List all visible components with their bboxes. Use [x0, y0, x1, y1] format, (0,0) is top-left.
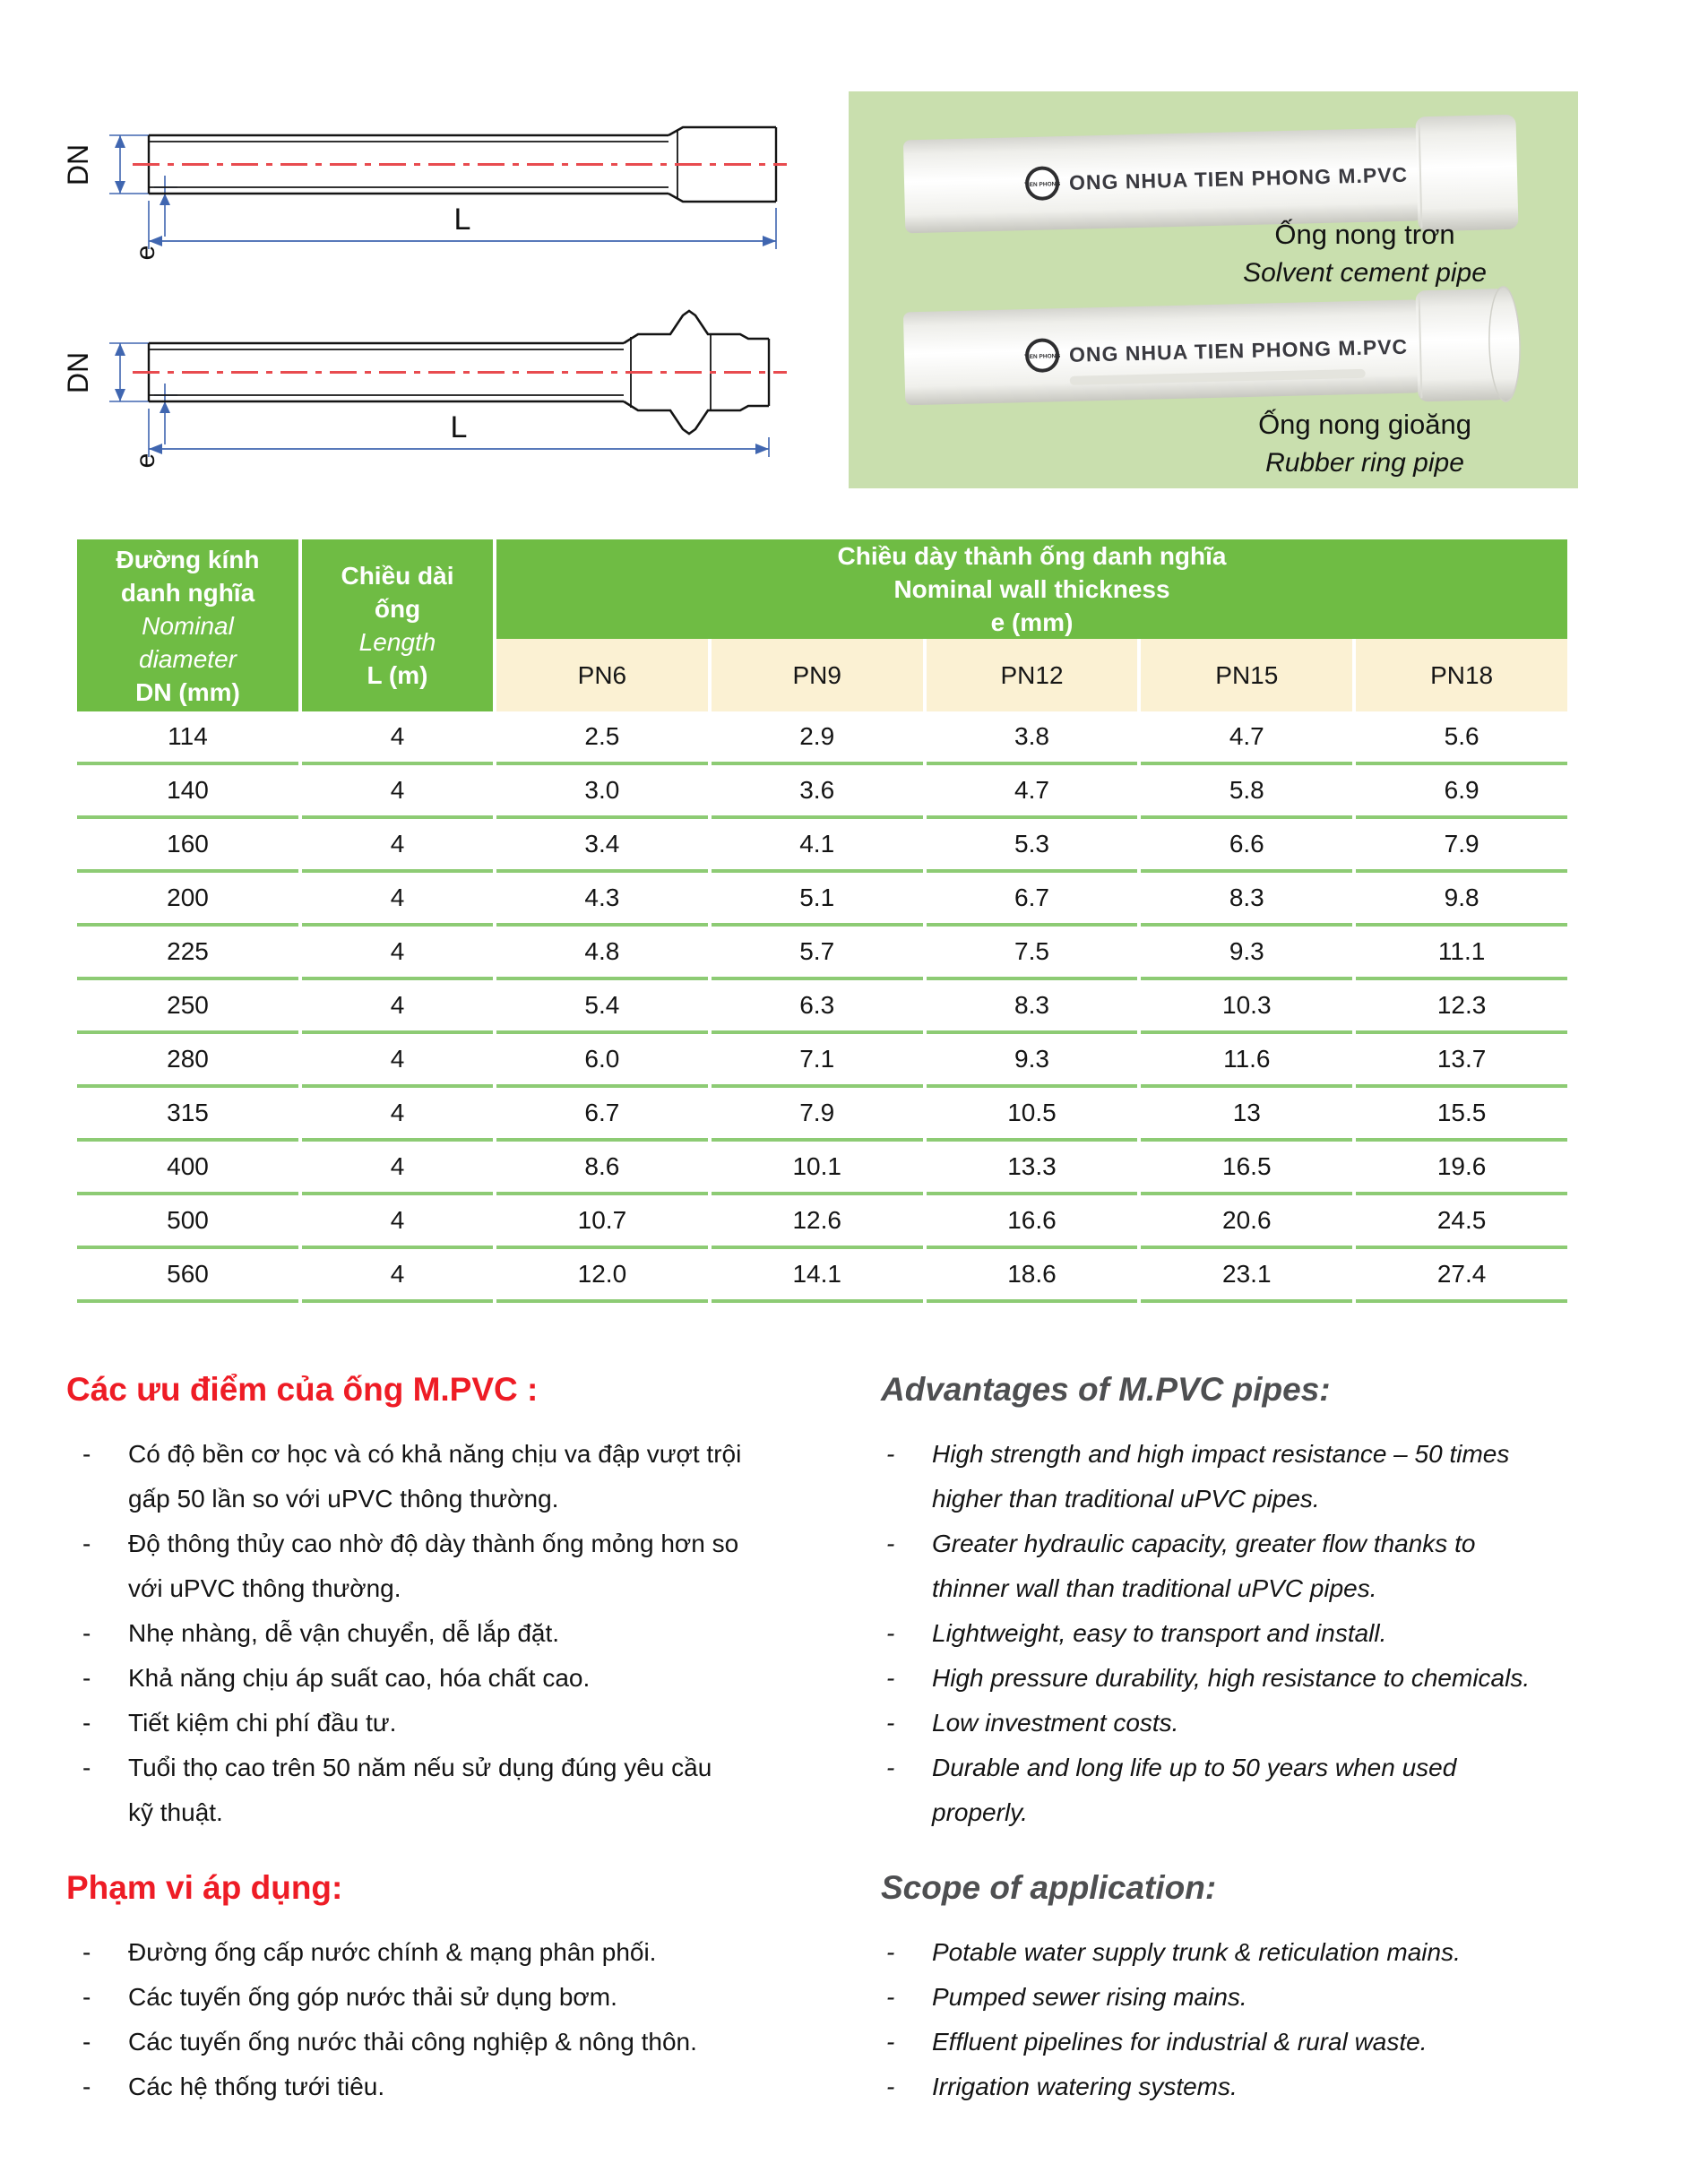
table-cell: 4 — [302, 819, 493, 873]
e-dimension-label: e — [131, 453, 160, 469]
table-cell: 24.5 — [1356, 1195, 1567, 1249]
table-cell: 13.3 — [927, 1142, 1138, 1195]
caption-rubber-vi: Ống nong gioăng — [1258, 409, 1471, 440]
table-cell: 13.7 — [1356, 1034, 1567, 1088]
table-cell: 14.1 — [712, 1249, 923, 1303]
table-cell: 5.1 — [712, 873, 923, 927]
table-cell: 3.6 — [712, 765, 923, 819]
header-diameter-unit: DN (mm) — [135, 677, 240, 706]
svg-text:TIEN PHONG: TIEN PHONG — [1023, 353, 1061, 361]
table-cell: 12.0 — [496, 1249, 708, 1303]
caption-rubber — [1198, 405, 1531, 482]
list-item: - Tiết kiệm chi phí đầu tư. — [82, 1709, 397, 1737]
table-cell: 9.3 — [1141, 927, 1352, 980]
list-item: - Các tuyến ống nước thải công nghiệp & nông thôn. — [82, 2028, 697, 2056]
table-cell: 500 — [77, 1195, 298, 1249]
list-item: - Durable and long life up to 50 years when used properly. — [886, 1754, 1457, 1826]
advantages-title-vi: Các ưu điểm của ống M.PVC : — [66, 1371, 539, 1408]
list-item: - High strength and high impact resistance – 50 times higher than traditional uPVC pipes. — [886, 1440, 1510, 1513]
table-row — [77, 980, 1567, 1034]
header-length-vi: Chiều dài ống — [341, 562, 454, 623]
table-cell: 5.7 — [712, 927, 923, 980]
pipe-technical-drawing-rubber — [50, 294, 803, 487]
table-cell: 6.6 — [1141, 819, 1352, 873]
list-item: - High pressure durability, high resistance to chemicals. — [886, 1664, 1531, 1692]
spec-table — [77, 539, 1567, 1303]
table-cell: 4 — [302, 927, 493, 980]
table-cell: 315 — [77, 1088, 298, 1142]
table-body — [77, 711, 1567, 1303]
header-thickness-vi: Chiều dày thành ống danh nghĩa — [837, 542, 1227, 570]
table-cell: 8.3 — [1141, 873, 1352, 927]
l-dimension-label: L — [450, 410, 468, 444]
list-item: - Greater hydraulic capacity, greater flow thanks to thinner wall than traditional uPVC pipes. — [886, 1530, 1476, 1602]
table-cell: 10.7 — [496, 1195, 708, 1249]
table-header — [77, 539, 1567, 711]
table-cell: 6.7 — [927, 873, 1138, 927]
table-cell: 4 — [302, 873, 493, 927]
header-length-en: Length — [358, 628, 436, 656]
table-cell: 5.8 — [1141, 765, 1352, 819]
header-length-unit: L (m) — [367, 661, 428, 689]
pipe-print-text: ONG NHUA TIEN PHONG M.PVC — [1068, 334, 1409, 366]
pn-header-row — [496, 639, 1567, 711]
scope-list-vi — [77, 1930, 742, 2109]
table-cell: 9.3 — [927, 1034, 1138, 1088]
scope-title-en: Scope of application: — [881, 1869, 1217, 1906]
table-cell: 200 — [77, 873, 298, 927]
table-cell: 3.0 — [496, 765, 708, 819]
table-cell: 6.9 — [1356, 765, 1567, 819]
caption-solvent-vi: Ống nong trơn — [1274, 219, 1455, 250]
table-cell: 4.1 — [712, 819, 923, 873]
table-cell: 4.7 — [1141, 711, 1352, 765]
list-item: - Khả năng chịu áp suất cao, hóa chất cao. — [82, 1664, 591, 1692]
pipe-technical-drawing-solvent — [50, 86, 803, 274]
table-cell: 4 — [302, 1195, 493, 1249]
header-wall-thickness — [496, 539, 1567, 639]
table-row — [77, 1088, 1567, 1142]
e-dimension-label: e — [131, 245, 160, 261]
list-item: - Potable water supply trunk & reticulation mains. — [886, 1938, 1461, 1966]
list-item: - Nhẹ nhàng, dễ vận chuyển, dễ lắp đặt. — [82, 1619, 560, 1647]
list-item: - Pumped sewer rising mains. — [886, 1983, 1247, 2011]
pipe-print-text: ONG NHUA TIEN PHONG M.PVC — [1068, 162, 1409, 194]
scope-title-vi: Phạm vi áp dụng: — [66, 1869, 343, 1906]
table-cell: 23.1 — [1141, 1249, 1352, 1303]
dn-dimension-label: DN — [62, 351, 94, 394]
pn-header-cell: PN12 — [927, 639, 1138, 711]
table-cell: 9.8 — [1356, 873, 1567, 927]
dn-dimension-label: DN — [62, 143, 94, 186]
table-cell: 5.4 — [496, 980, 708, 1034]
list-item: - Các hệ thống tưới tiêu. — [82, 2073, 385, 2100]
column-vietnamese — [66, 1369, 818, 2109]
column-english — [881, 1369, 1622, 2109]
table-cell: 11.6 — [1141, 1034, 1352, 1088]
table-cell: 250 — [77, 980, 298, 1034]
table-cell: 16.5 — [1141, 1142, 1352, 1195]
table-cell: 4 — [302, 1142, 493, 1195]
table-cell: 5.6 — [1356, 711, 1567, 765]
table-cell: 27.4 — [1356, 1249, 1567, 1303]
svg-text:TIEN PHONG: TIEN PHONG — [1023, 181, 1061, 189]
table-cell: 10.1 — [712, 1142, 923, 1195]
table-cell: 8.3 — [927, 980, 1138, 1034]
pipe-photo-panel — [849, 91, 1578, 488]
tien-phong-logo — [1023, 168, 1060, 199]
table-cell: 4 — [302, 711, 493, 765]
table-cell: 4.7 — [927, 765, 1138, 819]
caption-rubber-en: Rubber ring pipe — [1265, 448, 1464, 478]
table-row — [77, 711, 1567, 765]
header-thickness-en: Nominal wall thickness — [893, 575, 1170, 603]
table-cell: 280 — [77, 1034, 298, 1088]
scope-list-en — [881, 1930, 1546, 2109]
table-cell: 6.7 — [496, 1088, 708, 1142]
header-diameter-vi: Đường kính danh nghĩa — [116, 545, 260, 607]
table-row — [77, 927, 1567, 980]
table-cell: 4.8 — [496, 927, 708, 980]
header-nominal-diameter — [77, 539, 298, 711]
caption-solvent-en: Solvent cement pipe — [1243, 258, 1487, 288]
table-cell: 10.3 — [1141, 980, 1352, 1034]
table-cell: 114 — [77, 711, 298, 765]
table-cell: 7.1 — [712, 1034, 923, 1088]
table-cell: 4 — [302, 980, 493, 1034]
table-cell: 560 — [77, 1249, 298, 1303]
table-cell: 6.0 — [496, 1034, 708, 1088]
table-row — [77, 765, 1567, 819]
table-cell: 12.6 — [712, 1195, 923, 1249]
table-cell: 2.9 — [712, 711, 923, 765]
table-cell: 225 — [77, 927, 298, 980]
table-cell: 6.3 — [712, 980, 923, 1034]
list-item: - Có độ bền cơ học và có khả năng chịu va đập vượt trội gấp 50 lần so với uPVC thông thường. — [82, 1440, 742, 1513]
list-item: - Low investment costs. — [886, 1709, 1179, 1737]
table-cell: 2.5 — [496, 711, 708, 765]
table-cell: 12.3 — [1356, 980, 1567, 1034]
table-cell: 19.6 — [1356, 1142, 1567, 1195]
table-cell: 3.8 — [927, 711, 1138, 765]
table-cell: 10.5 — [927, 1088, 1138, 1142]
table-cell: 15.5 — [1356, 1088, 1567, 1142]
pn-header-cell: PN15 — [1141, 639, 1352, 711]
list-item: - Irrigation watering systems. — [886, 2073, 1238, 2100]
table-cell: 160 — [77, 819, 298, 873]
table-cell: 20.6 — [1141, 1195, 1352, 1249]
advantages-list-vi — [77, 1432, 742, 1835]
table-row — [77, 1142, 1567, 1195]
table-cell: 4 — [302, 1249, 493, 1303]
table-cell: 7.9 — [712, 1088, 923, 1142]
text-sections — [66, 1369, 1622, 2109]
tien-phong-logo — [1023, 340, 1060, 371]
table-cell: 11.1 — [1356, 927, 1567, 980]
table-cell: 4 — [302, 765, 493, 819]
list-item: - Độ thông thủy cao nhờ độ dày thành ống mỏng hơn so với uPVC thông thường. — [82, 1530, 739, 1602]
table-row — [77, 1034, 1567, 1088]
table-cell: 4 — [302, 1088, 493, 1142]
list-item: - Tuổi thọ cao trên 50 năm nếu sử dụng đúng yêu cầu kỹ thuật. — [82, 1754, 712, 1826]
l-dimension-label: L — [453, 203, 471, 237]
header-thickness-unit: e (mm) — [990, 608, 1074, 636]
header-diameter-en: Nominal diameter — [139, 611, 237, 673]
table-row — [77, 819, 1567, 873]
table-cell: 140 — [77, 765, 298, 819]
table-row — [77, 1195, 1567, 1249]
table-cell: 13 — [1141, 1088, 1352, 1142]
advantages-list-en — [881, 1432, 1546, 1835]
table-row — [77, 1249, 1567, 1303]
table-cell: 7.9 — [1356, 819, 1567, 873]
table-cell: 4 — [302, 1034, 493, 1088]
pn-header-cell: PN6 — [496, 639, 708, 711]
advantages-title-en: Advantages of M.PVC pipes: — [881, 1371, 1331, 1408]
pn-header-cell: PN9 — [712, 639, 923, 711]
table-cell: 400 — [77, 1142, 298, 1195]
table-cell: 4.3 — [496, 873, 708, 927]
pn-header-cell: PN18 — [1356, 639, 1567, 711]
table-row — [77, 873, 1567, 927]
table-cell: 5.3 — [927, 819, 1138, 873]
table-cell: 3.4 — [496, 819, 708, 873]
list-item: - Lightweight, easy to transport and install. — [886, 1619, 1387, 1647]
list-item: - Effluent pipelines for industrial & rural waste. — [886, 2028, 1428, 2056]
table-cell: 18.6 — [927, 1249, 1138, 1303]
table-cell: 16.6 — [927, 1195, 1138, 1249]
list-item: - Các tuyến ống góp nước thải sử dụng bơm. — [82, 1983, 617, 2011]
table-cell: 7.5 — [927, 927, 1138, 980]
table-cell: 8.6 — [496, 1142, 708, 1195]
header-length — [302, 539, 493, 711]
list-item: - Đường ống cấp nước chính & mạng phân phối. — [82, 1938, 657, 1966]
